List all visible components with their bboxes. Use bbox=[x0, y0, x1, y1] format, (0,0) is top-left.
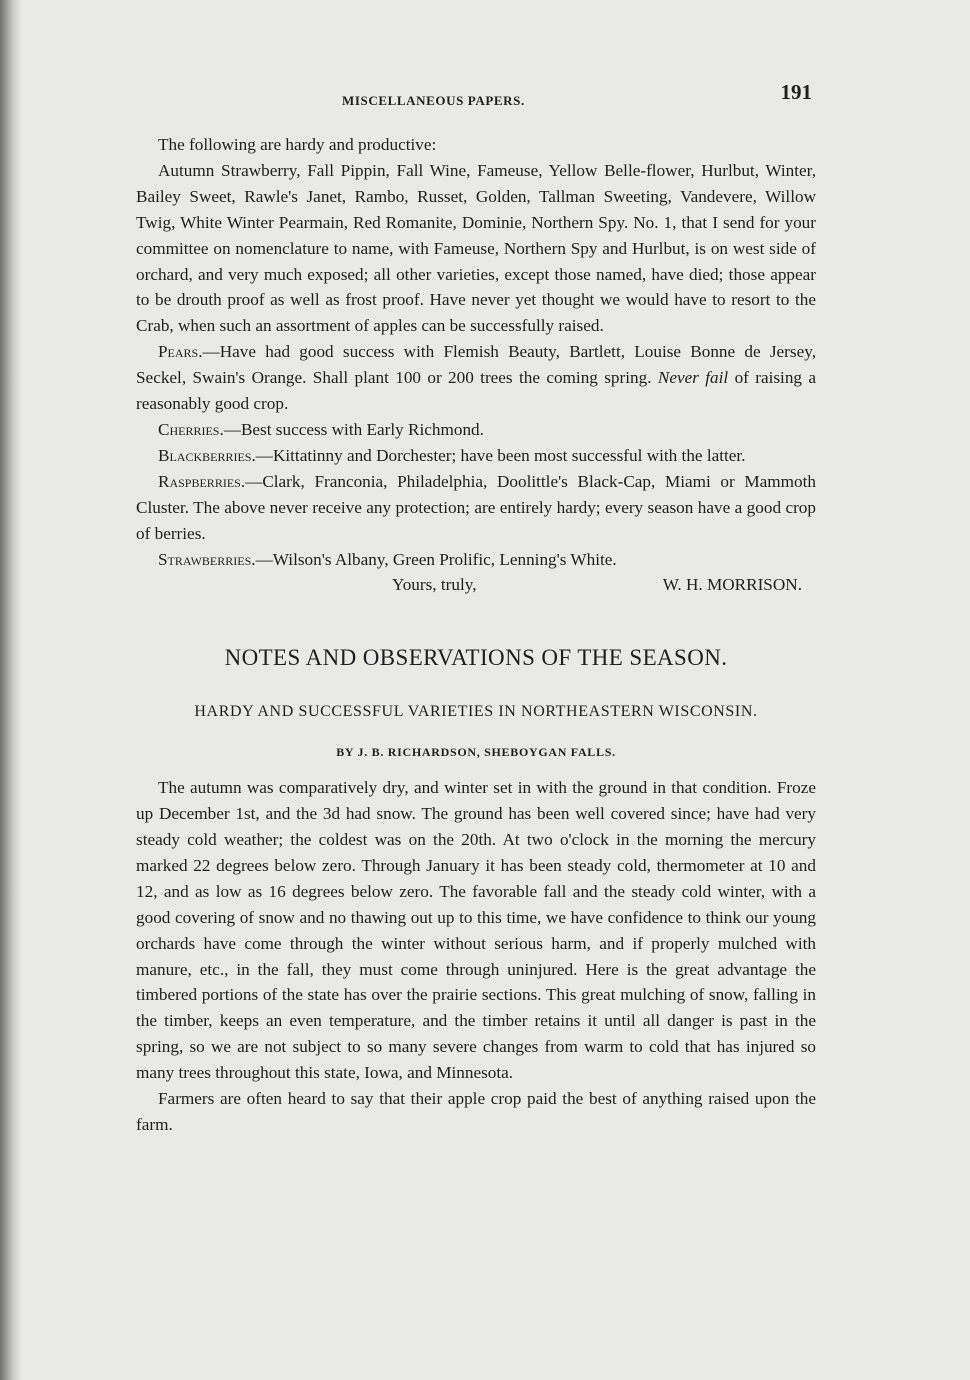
raspberries-text: —Clark, Franconia, Philadelphia, Doolittle's Black-Cap, Miami or Mammoth Cluster. The above never receive any protection; are entirely hardy; every season have a good crop of berries. bbox=[136, 471, 816, 543]
blackberries-label: Blackberries. bbox=[158, 445, 256, 465]
cherries-paragraph bbox=[136, 417, 816, 443]
letter-section bbox=[136, 132, 816, 598]
letter-signature: W. H. MORRISON. bbox=[662, 575, 802, 595]
article-paragraph-2: Farmers are often heard to say that their apple crop paid the best of anything raised upon the farm. bbox=[136, 1089, 816, 1134]
pears-text-1: —Have had good success with Flemish Beauty, Bartlett, Louise Bonne de Jersey, Seckel, Swain's Orange. Shall plant 100 or 200 trees the coming spring. bbox=[136, 342, 816, 388]
strawberries-label: Strawberries. bbox=[158, 549, 256, 569]
raspberries-label: Raspberries. bbox=[158, 471, 246, 491]
pears-paragraph bbox=[136, 339, 816, 417]
page-edge-shadow bbox=[0, 0, 22, 1380]
article-subtitle: HARDY AND SUCCESSFUL VARIETIES IN NORTHEASTERN WISCONSIN. bbox=[194, 703, 758, 721]
pears-label: Pears. bbox=[158, 342, 203, 362]
strawberries-text: —Wilson's Albany, Green Prolific, Lenning's White. bbox=[255, 549, 617, 569]
book-page bbox=[136, 78, 816, 1138]
cherries-label: Cherries. bbox=[158, 419, 224, 439]
cherries-text: —Best success with Early Richmond. bbox=[223, 419, 484, 439]
article-paragraph-1: The autumn was comparatively dry, and winter set in with the ground in that condition. Froze up December 1st, and the 3d had snow. The ground has been well covered since; have had very steady cold weather; the coldest was on the 20th. At two o'clock in the morning the mercury marked 22 degrees below zero. Through January it has been steady cold, thermometer at 10 and 12, and as low as 16 degrees below zero. The favorable fall and the steady cold winter, with a good covering of snow and no thawing out up to this time, we have confidence to think our young orchards have come through the winter without serious harm, and if properly mulched with manure, etc., in the fall, they must come through uninjured. Here is the great advantage the timbered portions of the state has over the prairie sections. This great mulching of snow, falling in the timber, keeps an even temperature, and the timber retains it until all danger is past in the spring, so we are not subject to so many severe changes from warm to cold that has injured so many trees throughout this state, Iowa, and Minnesota. bbox=[136, 778, 816, 1083]
letter-intro: The following are hardy and productive: bbox=[158, 135, 437, 154]
letter-closing: Yours, truly, bbox=[392, 575, 477, 595]
page-number: 191 bbox=[780, 80, 812, 104]
pears-emphasis: Never fail bbox=[657, 368, 729, 388]
article-byline: BY J. B. RICHARDSON, SHEBOYGAN FALLS. bbox=[336, 745, 616, 760]
strawberries-paragraph bbox=[136, 547, 816, 573]
apples-paragraph: Autumn Strawberry, Fall Pippin, Fall Wine, Fameuse, Yellow Belle-flower, Hurlbut, Winter, Bailey Sweet, Rawle's Janet, Rambo, Russet, Golden, Tallman Sweeting, Vandevere, Willow Twig, White Winter Pearmain, Red Romanite, Dominie, Northern Spy. No. 1, that I send for your committee on nomenclature to name, with Fameuse, Northern Spy and Hurlbut, is on west side of orchard, and very much exposed; all other varieties, except those named, have died; those appear to be drouth proof as well as frost proof. Have never yet thought we would have to resort to the Crab, when such an assortment of apples can be successfully raised. bbox=[136, 160, 816, 336]
raspberries-paragraph bbox=[136, 469, 816, 547]
article-title: NOTES AND OBSERVATIONS OF THE SEASON. bbox=[224, 645, 728, 671]
letter-signoff bbox=[136, 572, 816, 598]
blackberries-text: —Kittatinny and Dorchester; have been most successful with the latter. bbox=[255, 445, 746, 465]
running-head-title: MISCELLANEOUS PAPERS. bbox=[342, 93, 525, 108]
pears-text-2: of raising a reasonably good crop. bbox=[136, 368, 817, 414]
running-head bbox=[136, 78, 816, 112]
blackberries-paragraph bbox=[136, 443, 816, 469]
